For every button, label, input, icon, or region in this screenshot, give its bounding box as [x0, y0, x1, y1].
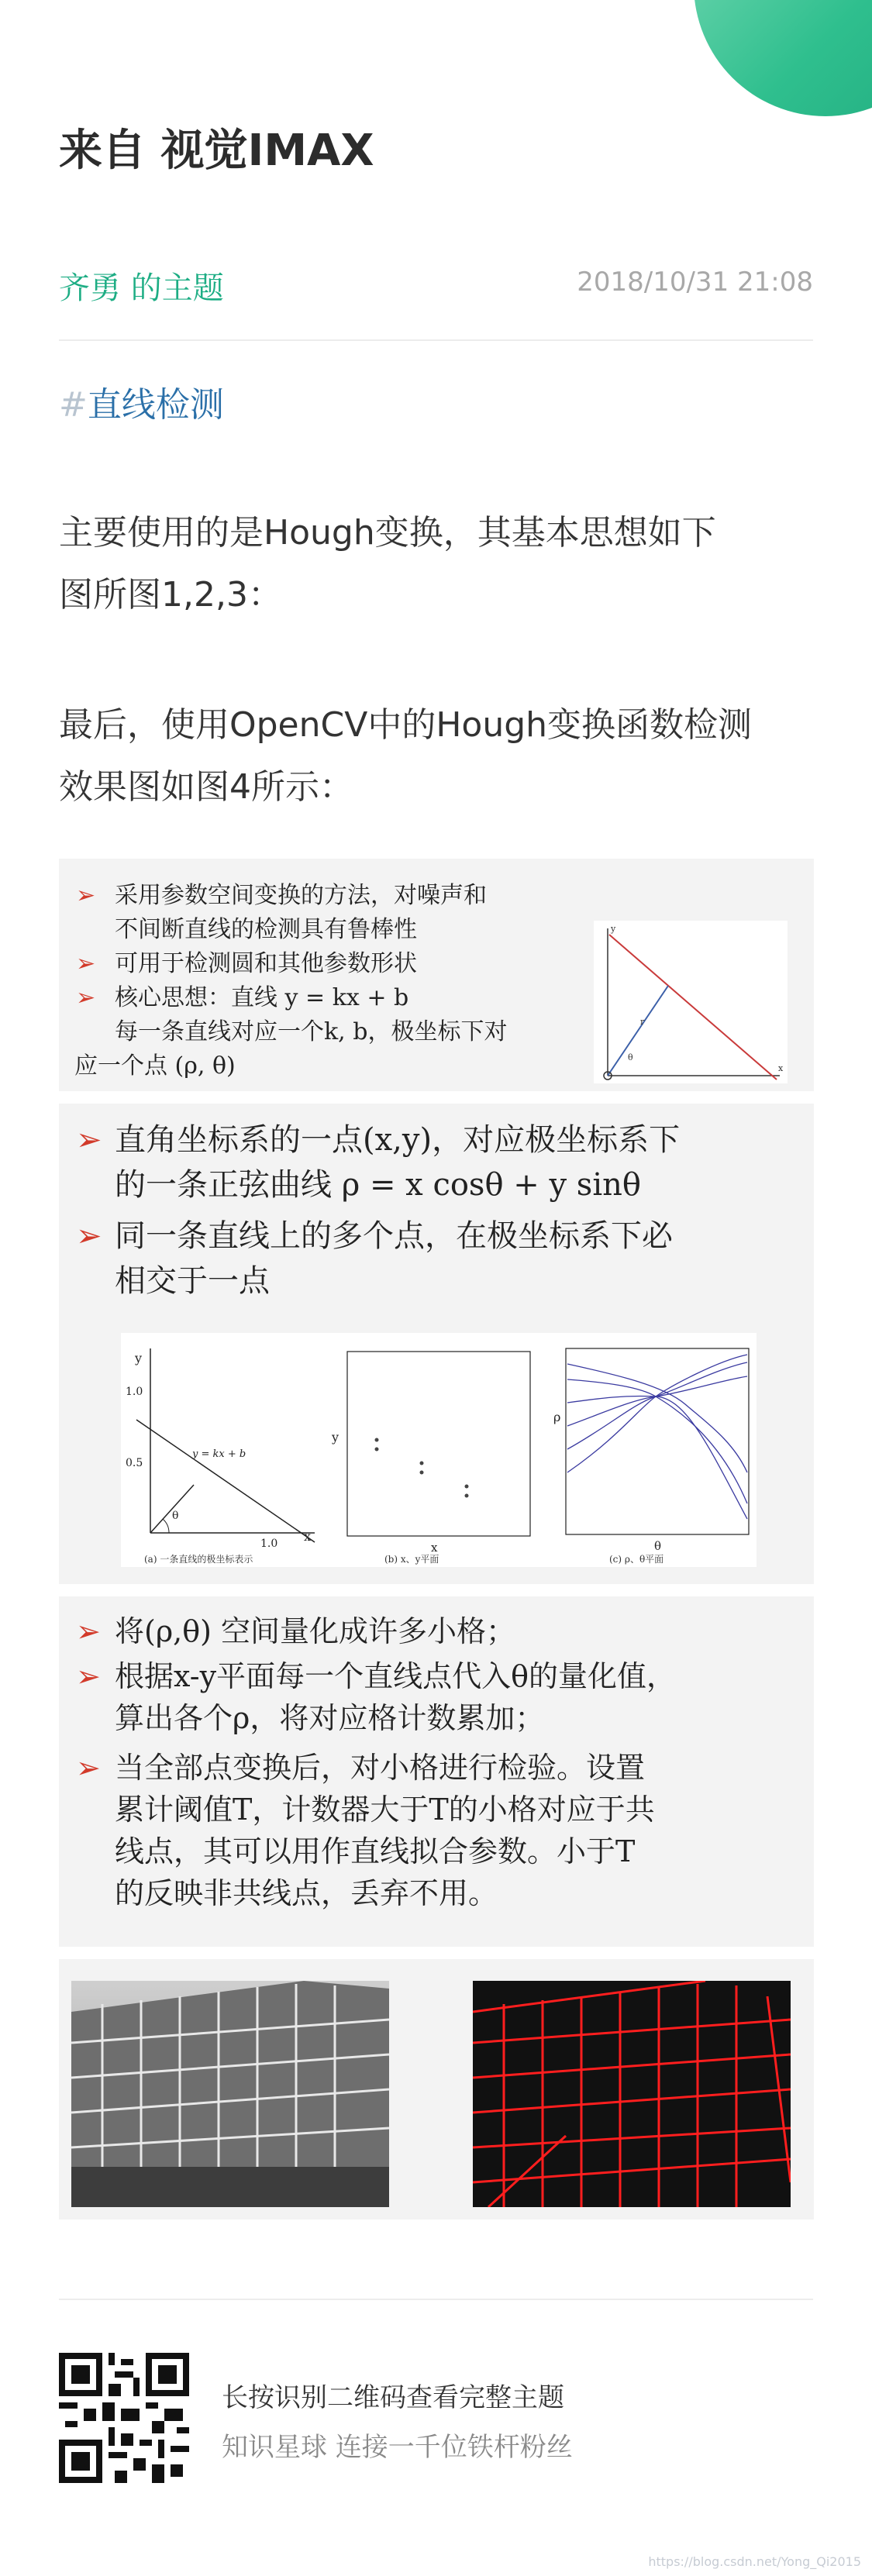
bullet-arrow-icon: ➢ — [76, 882, 96, 909]
plot-b-point — [420, 1462, 424, 1465]
result-line-1: 最后，使用OpenCV中的Hough变换函数检测 — [59, 705, 753, 745]
slide1-bullet-2: ➢ 可用于检测圆和其他参数形状 — [68, 947, 603, 981]
slide3-bullet-3-cont: 的反映非共线点，丢弃不用。 — [115, 1876, 498, 1910]
slide1-bullet-3: ➢ 核心思想：直线 y = kx + b — [68, 981, 603, 1015]
plot-a-caption: (a) 一条直线的极坐标表示 — [144, 1554, 253, 1565]
slide-image-4 — [59, 1959, 814, 2220]
fig-theta-label: θ — [628, 1052, 633, 1062]
bullet-arrow-icon: ➢ — [76, 1122, 102, 1158]
plot-a-tick-y05: 0.5 — [126, 1457, 143, 1469]
plot-b-point — [465, 1485, 469, 1489]
building-gray-photo — [71, 1981, 389, 2207]
slide2-text — [68, 1118, 805, 1303]
slide3-bullet-3-cont: 累计阈值T，计数器大于T的小格对应于共 — [115, 1793, 655, 1827]
photo-ground — [71, 2167, 389, 2207]
result-line-2: 效果图如图4所示： — [59, 767, 353, 807]
plot-c-theta-label: θ — [654, 1539, 662, 1553]
plot-a-x-label: x — [304, 1529, 312, 1544]
qr-subtitle: 知识星球 连接一千位铁杆粉丝 — [222, 2432, 573, 2463]
figure-background — [594, 921, 788, 1083]
intro-line-2: 图所图1,2,3： — [59, 575, 282, 615]
intro-paragraph — [59, 502, 819, 626]
plot-c-caption: (c) ρ、θ平面 — [609, 1554, 664, 1565]
slide3-bullet-2: ➢ 根据x-y平面每一个直线点代入θ的量化值， — [68, 1655, 805, 1697]
plot-b-point — [465, 1494, 469, 1498]
slide3-text — [68, 1610, 805, 1914]
slide-image-1 — [59, 859, 814, 1091]
bullet-arrow-icon: ➢ — [76, 1218, 102, 1254]
slide3-bullet-3-cont: 线点，其可以用作直线拟合参数。小于T — [115, 1834, 636, 1868]
slide3-bullet-3: ➢ 当全部点变换后，对小格进行检验。设置 — [68, 1747, 805, 1789]
qr-code-icon — [59, 2353, 189, 2483]
fig-x-label: x — [778, 1063, 784, 1073]
slide2-bullet-2: ➢ 同一条直线上的多个点，在极坐标系下必 — [68, 1214, 805, 1259]
plot-b-y-label: y — [332, 1430, 339, 1445]
corner-decoration — [694, 0, 872, 116]
qr-instruction: 长按识别二维码查看完整主题 — [222, 2382, 564, 2413]
source-watermark: https://blog.csdn.net/Yong_Qi2015 — [648, 2554, 861, 2569]
slide2-bullet-1-cont: 的一条正弦曲线 ρ = x cosθ + y sinθ — [115, 1167, 641, 1203]
slide2-bullet-2-cont: 相交于一点 — [115, 1263, 270, 1299]
plot-b-x-label: x — [431, 1541, 438, 1555]
post-date: 2018/10/31 21:08 — [577, 267, 813, 298]
slide1-text — [68, 879, 603, 1083]
page-title: 来自 视觉IMAX — [59, 126, 374, 176]
slide1-bullet-3-cont: 每一条直线对应一个k, b，极坐标下对 — [115, 1018, 508, 1045]
bullet-arrow-icon: ➢ — [76, 1751, 101, 1785]
hough-lines-photo — [473, 1981, 791, 2207]
plot-a-y-label: y — [135, 1351, 143, 1365]
bullet-arrow-icon: ➢ — [76, 950, 96, 977]
hashtag-text: 直线检测 — [87, 385, 224, 425]
slide-image-2 — [59, 1104, 814, 1584]
footer-divider — [59, 2299, 813, 2300]
plot-b-point — [420, 1471, 424, 1475]
result-paragraph — [59, 694, 819, 818]
plot-b-caption: (b) x、y平面 — [384, 1554, 439, 1565]
slide2-plots — [121, 1333, 757, 1567]
qr-code[interactable] — [59, 2353, 189, 2483]
slide-image-3 — [59, 1596, 814, 1947]
intro-line-1: 主要使用的是Hough变换，其基本思想如下 — [59, 513, 716, 553]
plot-a-theta: θ — [172, 1510, 179, 1522]
fig-r-label: r — [640, 1017, 645, 1027]
plot-b-point — [375, 1448, 379, 1452]
plot-b-point — [375, 1438, 379, 1442]
plot-a-equation: y = kx + b — [192, 1448, 246, 1460]
bullet-arrow-icon: ➢ — [76, 984, 96, 1011]
plot-c-rho-label: ρ — [553, 1410, 561, 1424]
bullet-arrow-icon: ➢ — [76, 1659, 101, 1693]
plot-a-tick-y10: 1.0 — [126, 1386, 143, 1398]
hashtag-symbol: # — [59, 385, 88, 425]
slide1-line-figure — [594, 921, 788, 1083]
divider — [59, 339, 813, 341]
hashtag-link[interactable] — [59, 377, 224, 426]
slide3-bullet-1: ➢ 将(ρ,θ) 空间量化成许多小格； — [68, 1610, 805, 1652]
author-link[interactable]: 齐勇 的主题 — [59, 270, 224, 306]
slide1-bullet-1-cont: 不间断直线的检测具有鲁棒性 — [115, 916, 417, 943]
slide1-bullet-3-cont2: 应一个点 (ρ, θ) — [74, 1052, 236, 1080]
plot-a-tick-x10: 1.0 — [260, 1538, 278, 1550]
fig-y-label: y — [611, 924, 616, 934]
slide2-bullet-1: ➢ 直角坐标系的一点(x,y)，对应极坐标系下 — [68, 1118, 805, 1162]
bullet-arrow-icon: ➢ — [76, 1614, 101, 1648]
slide3-bullet-2-cont: 算出各个ρ，将对应格计数累加； — [115, 1701, 545, 1735]
slide1-bullet-1: ➢ 采用参数空间变换的方法，对噪声和 — [68, 879, 603, 913]
